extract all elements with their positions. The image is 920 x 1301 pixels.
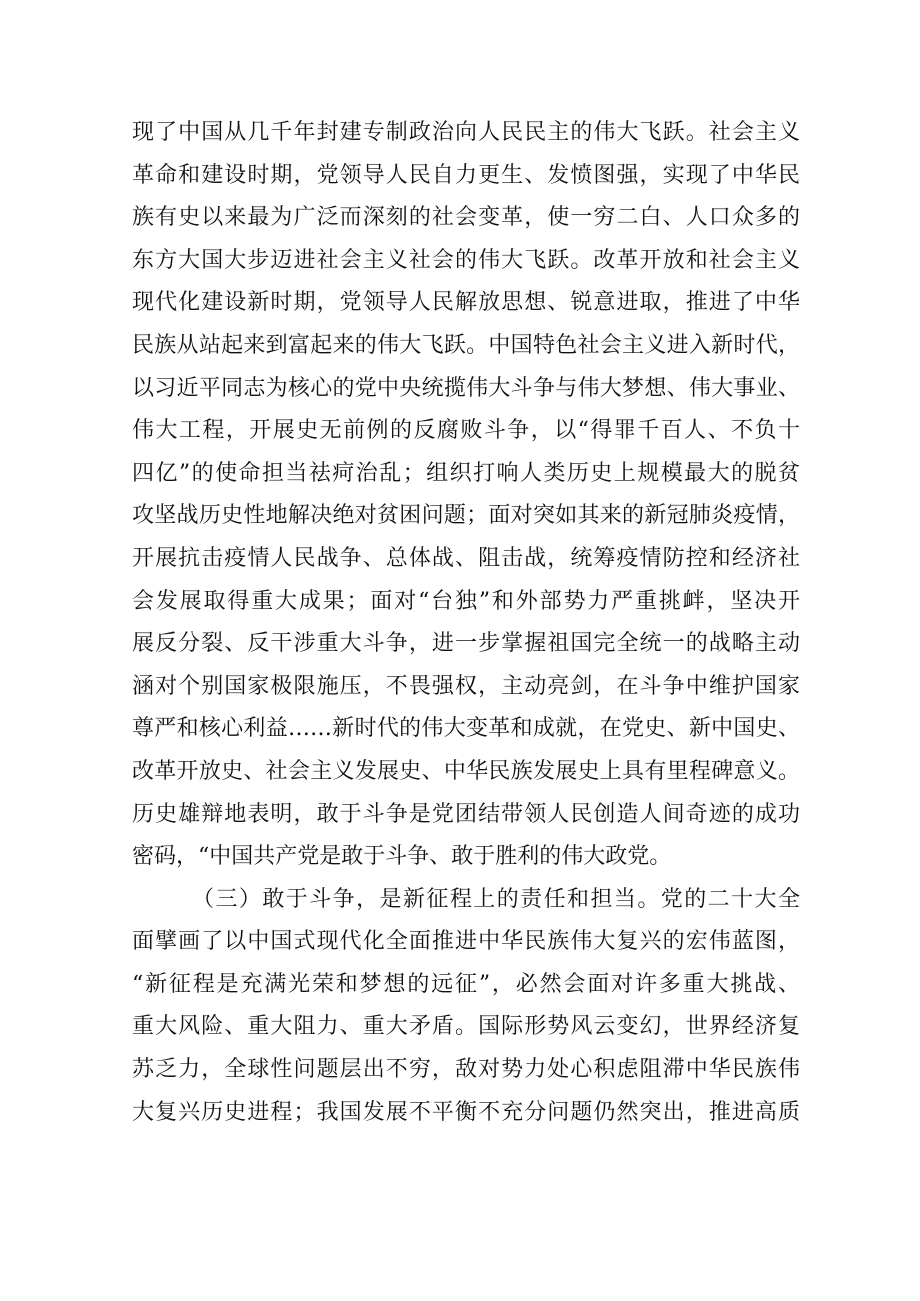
text-line: 重大风险、重大阻力、重大矛盾。国际形势风云变幻，世界经济复 <box>132 1014 800 1040</box>
text-line: 尊严和核心利益……新时代的伟大变革和成就，在党史、新中国史、 <box>132 716 800 742</box>
text-line: 现了中国从几千年封建专制政治向人民民主的伟大飞跃。社会主义 <box>132 120 800 145</box>
text-line: 四亿”的使命担当祛疴治乱；组织打响人类历史上规模最大的脱贫 <box>132 460 800 486</box>
text-line: 以习近平同志为核心的党中央统揽伟大斗争与伟大梦想、伟大事业、 <box>132 375 800 401</box>
text-line: 会发展取得重大成果；面对“台独”和外部势力严重挑衅，坚决开 <box>132 588 800 614</box>
paragraph-2 <box>132 879 800 1135</box>
text-line: 大复兴历史进程；我国发展不平衡不充分问题仍然突出，推进高质 <box>132 1099 800 1125</box>
text-line: 改革开放史、社会主义发展史、中华民族发展史上具有里程碑意义。 <box>132 758 800 784</box>
body-text <box>132 112 800 1134</box>
text-line: 现代化建设新时期，党领导人民解放思想、锐意进取，推进了中华 <box>132 290 800 316</box>
text-line: （三）敢于斗争，是新征程上的责任和担当。党的二十大全 <box>192 886 800 912</box>
text-line: 伟大工程，开展史无前例的反腐败斗争，以“得罪千百人、不负十 <box>132 418 800 444</box>
text-line: 面擘画了以中国式现代化全面推进中华民族伟大复兴的宏伟蓝图， <box>132 929 800 955</box>
text-line: 开展抗击疫情人民战争、总体战、阻击战，统筹疫情防控和经济社 <box>132 545 800 571</box>
text-line: 涵对个别国家极限施压，不畏强权，主动亮剑，在斗争中维护国家 <box>132 673 800 699</box>
text-line: 历史雄辩地表明，敢于斗争是党团结带领人民创造人间奇迹的成功 <box>132 801 800 827</box>
text-line: 民族从站起来到富起来的伟大飞跃。中国特色社会主义进入新时代， <box>132 332 800 358</box>
paragraph-1 <box>132 112 800 879</box>
text-line: “新征程是充满光荣和梦想的远征”，必然会面对许多重大挑战、 <box>132 971 800 997</box>
text-line: 苏乏力，全球性问题层出不穷，敌对势力处心积虑阻滞中华民族伟 <box>132 1057 800 1083</box>
text-line: 东方大国大步迈进社会主义社会的伟大飞跃。改革开放和社会主义 <box>132 247 800 273</box>
text-line: 展反分裂、反干涉重大斗争，进一步掌握祖国完全统一的战略主动 <box>132 631 800 657</box>
text-line: 族有史以来最为广泛而深刻的社会变革，使一穷二白、人口众多的 <box>132 205 800 231</box>
text-line: 革命和建设时期，党领导人民自力更生、发愤图强，实现了中华民 <box>132 162 800 188</box>
text-line: 攻坚战历史性地解决绝对贫困问题；面对突如其来的新冠肺炎疫情， <box>132 503 800 529</box>
text-line: 密码，“中国共产党是敢于斗争、敢于胜利的伟大政党。 <box>132 844 672 870</box>
